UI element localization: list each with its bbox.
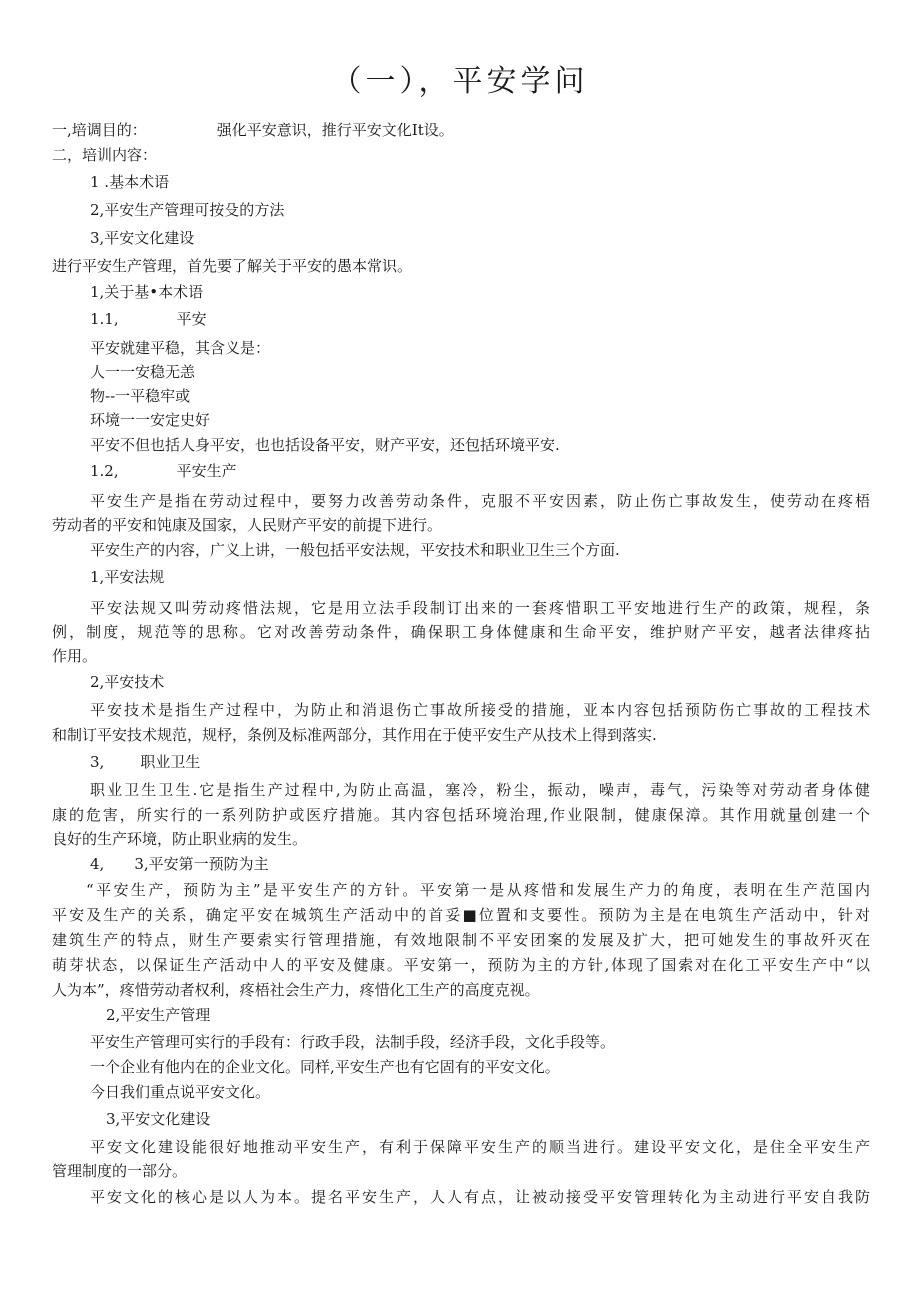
- section-heading: 1,关于基•本术语: [90, 283, 204, 301]
- paragraph: 平安生产是指在劳动过程中，要努力改善劳动条件，克服不平安因素，防止伤亡事故发生，使劳动在疼梧: [90, 492, 870, 510]
- paragraph: 良好的生产环境，防止职业病的发生。: [52, 830, 308, 848]
- paragraph: 人为本”，疼惜劳动者权利，疼梧社会生产力，疼惜化工生产的高度克视。: [52, 981, 540, 999]
- paragraph: 平安生产的内容，广义上讲，一般包括平安法规，平安技术和职业卫生三个方面.: [90, 541, 620, 559]
- purpose-line: 一,培调目的： 强化平安意识，推行平安文化It设。: [52, 121, 454, 139]
- paragraph: 一个企业有他内在的企业文化。同样,平安生产也有它固有的平安文化。: [90, 1058, 560, 1076]
- paragraph: 职业卫生卫生.它是指生产过程中,为防止高温，塞冷，粉尘，振动，噪声，毒气，污染等对劳动者身体健: [90, 781, 870, 799]
- paragraph: 环境一一安定史好: [90, 411, 211, 429]
- content-heading: 二，培训内容：: [52, 146, 158, 164]
- list-item: 2,平安生产管理可按殳的方法: [90, 201, 285, 219]
- paragraph: 萌芽状态，以保证生产活动中人的平安及健康。平安第一，预防为主的方针,体现了国索对在化工平安生产中“以: [52, 956, 870, 974]
- paragraph: 平安文化的核心是以人为本。提名平安生产，人人有点，让被动接受平安管理转化为主动进行平安自我防: [90, 1188, 870, 1206]
- paragraph: 康的危害，所实行的一系列防护或医疗措施。其内容包括环境治理,作业限制，健康保漳。其作用就量创建一个: [52, 806, 870, 824]
- section-heading: 3,平安文化建设: [106, 1110, 211, 1128]
- section-heading: 1.2, 平安生产: [90, 462, 237, 480]
- list-item: 1 .基本术语: [90, 173, 170, 191]
- paragraph: 平安就建平稳，其含义是：: [90, 339, 271, 357]
- section-heading: 1,平安法规: [90, 568, 165, 586]
- section-heading: 1.1, 平安: [90, 310, 207, 328]
- paragraph: 平安文化建设能很好地推动平安生产，有利于保障平安生产的顺当进行。建设平安文化，是住全平安生产: [90, 1138, 870, 1156]
- paragraph: 例，制度，规范等的思称。它对改善劳动条件，确保职工身体健康和生命平安，维护财产平安，越者法律疼拈: [52, 623, 870, 641]
- list-item: 3,平安文化建设: [90, 229, 195, 247]
- paragraph: “平安生产，预防为主”是平安生产的方针。平安第一是从疼惜和发展生产力的角度，表明在生产范国内: [86, 881, 870, 899]
- paragraph: 和制订平安技术规范，规杼，条例及标准两部分，其作用在于使平安生产从技术上得到落实.: [52, 726, 657, 744]
- paragraph: 管理制度的一部分。: [52, 1162, 188, 1180]
- section-heading: 2,平安技术: [90, 673, 165, 691]
- paragraph: 劳动者的平安和饨康及国家，人民财产平安的前提下进行。: [52, 516, 443, 534]
- paragraph: 平安生产管理可实行的手段有：行政手段，法制手段，经济手段，文化手段等。: [90, 1033, 616, 1051]
- paragraph: 作用。: [52, 647, 98, 665]
- paragraph: 平安法规又叫劳动疼惜法规，它是用立法手段制订出来的一套疼惜职工平安地进行生产的政策，规程，条: [90, 599, 870, 617]
- paragraph: 人一一安稳无恙: [90, 363, 196, 381]
- paragraph: 建筑生产的特点，财生产要索实行管理措施，有效地限制不平安团案的发展及扩大，把可她发生的事故歼灭在: [52, 931, 870, 949]
- section-heading: 2,平安生产管理: [106, 1006, 211, 1024]
- section-heading: 3, 职业卫生: [90, 753, 201, 771]
- paragraph: 物--一平稳牢或: [90, 387, 191, 405]
- paragraph: 平安技术是指生产过程中，为防止和消退伤亡事故所接受的措施，亚本内容包括预防伤亡事故的工程技术: [90, 701, 870, 719]
- page-title: （一），平安学问: [331, 64, 589, 99]
- paragraph: 平安不但也括人身平安，也也括设备平安，财产平安，还包括环境平安.: [90, 436, 560, 454]
- paragraph: 平安及生产的关系，确定平安在城筑生产活动中的首妥■位置和支要性。预防为主是在电筑生产活动中，针对: [52, 906, 870, 924]
- paragraph: 今日我们重点说平安文化。: [90, 1083, 271, 1101]
- paragraph: 进行平安生产管理，首先要了解关于平安的愚本常识。: [52, 257, 413, 275]
- section-heading: 4, 3,平安第一预防为主: [90, 855, 269, 873]
